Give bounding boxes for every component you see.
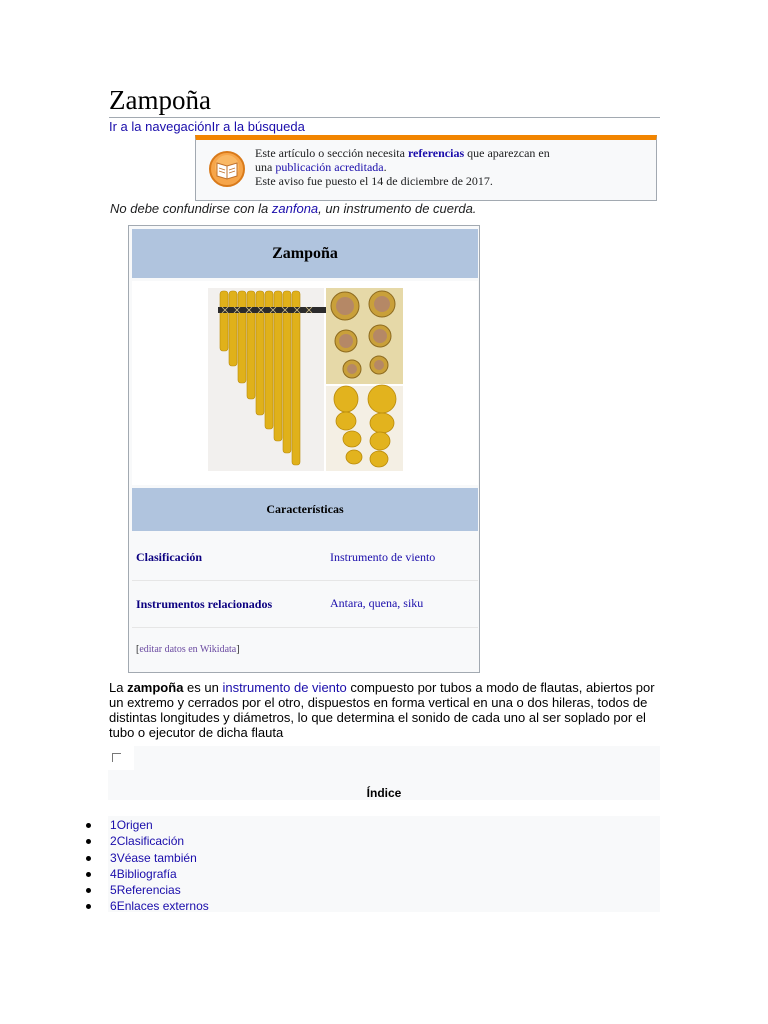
accredited-publication-link[interactable]: publicación acreditada — [275, 160, 384, 174]
lead-term: zampoña — [127, 680, 184, 695]
toc-link[interactable]: Véase también — [116, 850, 197, 865]
notice-date: Este aviso fue puesto el 14 de diciembre de 2017. — [255, 174, 493, 188]
infobox-row-divider — [132, 580, 478, 581]
infobox-value-classification[interactable]: Instrumento de viento — [330, 550, 436, 564]
toc-link[interactable]: Bibliografía — [116, 866, 177, 881]
references-link[interactable]: referencias — [407, 146, 465, 160]
toc-link[interactable]: Clasificación — [116, 834, 185, 849]
notice-text: una — [255, 160, 276, 174]
toc-number[interactable]: 3 — [110, 850, 117, 865]
toc-toggle[interactable] — [108, 746, 134, 770]
toc-list — [86, 817, 209, 915]
toc-item-clasificacion[interactable] — [86, 833, 209, 849]
hatnote — [110, 201, 476, 216]
bullet-icon — [86, 904, 91, 909]
page-title: Zampoña — [109, 84, 660, 118]
bullet-icon — [86, 872, 91, 877]
lead-text: La — [109, 680, 128, 695]
bullet-icon — [86, 888, 91, 893]
bracket: ] — [236, 644, 240, 655]
infobox-image-area — [132, 281, 478, 485]
toc-item-enlaces-externos[interactable] — [86, 898, 209, 914]
infobox-row-divider — [132, 627, 478, 628]
notice-text: que aparezcan en — [464, 146, 550, 160]
notice-line-2 — [255, 160, 585, 174]
panpipe-photo[interactable] — [132, 281, 478, 485]
toc-number[interactable]: 4 — [110, 866, 117, 881]
toc-link[interactable]: Origen — [116, 818, 153, 832]
book-icon — [208, 150, 246, 188]
toc-number[interactable]: 5 — [110, 883, 117, 898]
table-of-contents — [108, 746, 660, 912]
hatnote-text: , un instrumento de cuerda. — [318, 201, 477, 216]
bracket: [ — [136, 644, 140, 655]
notice-text: . — [383, 160, 387, 174]
toc-title: Índice — [366, 786, 402, 800]
infobox-value-related[interactable]: Antara, quena, siku — [330, 596, 424, 610]
toc-toggle-checkbox-icon[interactable] — [112, 753, 121, 762]
infobox-label-classification[interactable]: Clasificación — [136, 550, 202, 564]
infobox-label-related[interactable]: Instrumentos relacionados — [136, 597, 273, 611]
infobox-subheader: Características — [132, 488, 478, 531]
infobox-title: Zampoña — [132, 229, 478, 278]
notice-text: Este artículo o sección necesita — [255, 146, 408, 160]
toc-number[interactable]: 1 — [110, 818, 117, 832]
toc-item-referencias[interactable] — [86, 882, 209, 898]
notice-line-1 — [255, 146, 585, 160]
references-notice-box — [195, 135, 657, 201]
toc-item-origen[interactable] — [86, 817, 209, 833]
toc-item-bibliografia[interactable] — [86, 866, 209, 882]
toc-link[interactable]: Enlaces externos — [116, 899, 209, 914]
lead-paragraph — [109, 680, 661, 740]
toc-item-vease-tambien[interactable] — [86, 850, 209, 866]
toc-number[interactable]: 2 — [110, 834, 117, 849]
bullet-icon — [86, 856, 91, 861]
bullet-icon — [86, 823, 91, 828]
zanfona-link[interactable]: zanfona — [271, 201, 319, 216]
lead-text: compuesto por tubos a modo de flautas, abiertos por un extremo y cerrados por el otro, dispuestos en forma vertical en una o dos hileras, todos de distintas longitudes y diámetros, lo que determina el sonido de cada uno al ser soplado por el tubo o ejecutor de dicha flauta — [109, 680, 655, 740]
toc-number[interactable]: 6 — [110, 899, 117, 914]
bullet-icon — [86, 839, 91, 844]
infobox — [128, 225, 480, 673]
wikidata-edit — [136, 644, 240, 655]
hatnote-text: No debe confundirse con la — [110, 201, 272, 216]
toc-link[interactable]: Referencias — [116, 883, 181, 898]
lead-text: es un — [183, 680, 223, 695]
wind-instrument-link[interactable]: instrumento de viento — [222, 680, 347, 695]
edit-wikidata-link[interactable]: editar datos en Wikidata — [139, 644, 237, 655]
jump-links[interactable]: Ir a la navegaciónIr a la búsqueda — [109, 119, 305, 134]
toc-spacer — [108, 800, 660, 816]
